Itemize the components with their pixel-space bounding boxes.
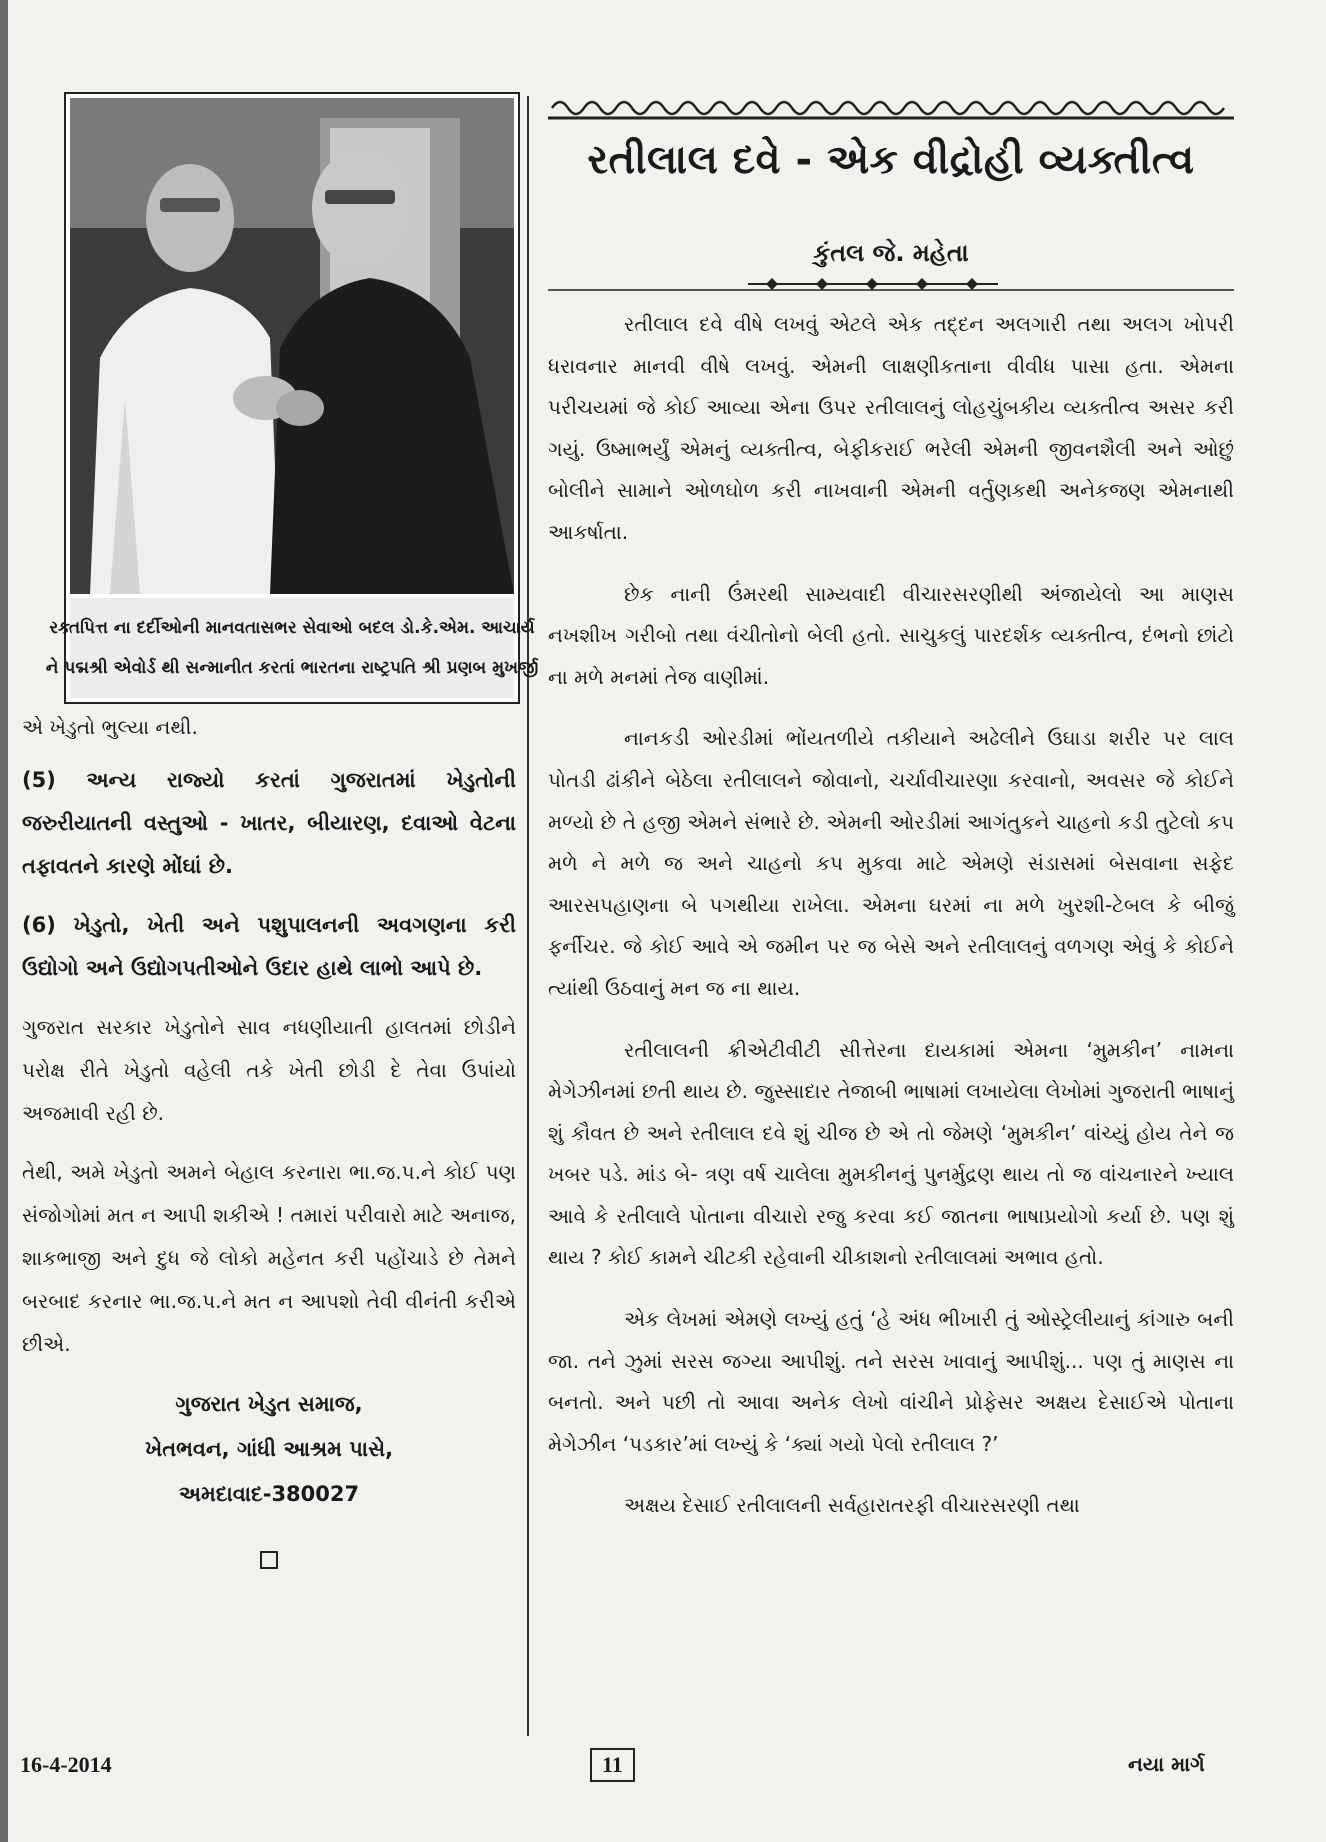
article-author: કુંતલ જે. મહેતા (813, 239, 969, 267)
page-footer (0, 1752, 1326, 1792)
article-body (548, 304, 1234, 1527)
publication-name: નયા માર્ગ (1128, 1752, 1205, 1776)
award-photo-image (70, 98, 514, 594)
article-paragraph-1: રતીલાલ દવે વીષે લખવું એટલે એક તદ્દન અલગારી તથા અલગ ખોપરી ધરાવનાર માનવી વીષે લખવું. એમની લાક્ષણીકતાના વીવીધ પાસા હતા. એમના પરીચયમાં જે કોઈ આવ્યા એના ઉપર રતીલાલનું લોહચુંબકીય વ્યક્તીત્વ અસર કરી ગયું. ઉષ્માભર્યું એમનું વ્યક્તીત્વ, બેફીકરાઈ ભરેલી એમની જીવનશૈલી અને ઓછું બોલીને સામાને ઓળઘોળ કરી નાખવાની એમની વર્તુણકથી અનેકજણ એમનાથી આકર્ષાતા. (548, 312, 1234, 544)
scan-edge (0, 0, 8, 1842)
photo-box (45, 92, 539, 704)
caption-line-2: ને પદ્મશ્રી એવોર્ડ થી સન્માનીત કરતાં ભારતના રાષ્ટ્રપતિ શ્રી પ્રણબ મુખર્જી (45, 658, 539, 678)
article-paragraph-6: અક્ષય દેસાઈ રતીલાલની સર્વહારાતરફી વીચારસરણી તથા (624, 1493, 1080, 1518)
signature-line-2: ખેતભવન, ગાંધી આશ્રમ પાસે, (144, 1437, 394, 1461)
article-paragraph-5: એક લેખમાં એમણે લખ્યું હતું ‘હે અંધ ભીખારી તું ઓસ્ટ્રેલીયાનું કાંગારુ બની જા. તને ઝુમાં સરસ જગ્યા આપીશું. તને સરસ ખાવાનું આપીશું... પણ તું માણસ ના બનતો. અને પછી તો આવા અનેક લેખો વાંચીને પ્રોફેસર અક્ષય દેસાઈએ પોતાના મેગેઝીન ‘પડકાર’માં લખ્યું કે ‘ક્યાં ગયો પેલો રતીલાલ ?’ (548, 1307, 1234, 1456)
ornament-border-top (548, 96, 1234, 124)
photo-caption (45, 598, 539, 698)
article-paragraph-3: નાનકડી ઓરડીમાં ભોંયતળીયે તકીયાને અઢેલીને ઉઘાડા શરીર પર લાલ પોતડી ઢાંકીને બેઠેલા રતીલાલને જોવાનો, ચર્ચાવીચારણા કરવાનો, અવસર જે કોઈને મળ્યો છે તે હજી એમને સંભારે છે. એમની ઓરડીમાં આગંતુકને ચાહનો કડી તુટેલો કપ મળે ને મળે જ અને ચાહનો કપ મુકવા માટે એમણે સંડાસમાં બેસવાના સફેદ આરસપહાણના બે પગથીયા રાખેલા. એમના ઘરમાં ના મળે ખુરશી-ટેબલ કે બીજું ફર્નીચર. જે કોઈ આવે એ જમીન પર જ બેસે અને રતીલાલનું વળગણ એવું કે કોઈને ત્યાંથી ઉઠવાનું મન જ ના થાય. (548, 726, 1234, 1000)
left-column-text (22, 706, 516, 1569)
left-paragraph-4: ગુજરાત સરકાર ખેડુતોને સાવ નધણીયાતી હાલતમાં છોડીને પરોક્ષ રીતે ખેડુતો વહેલી તકે ખેતી છોડી દે તેવા ઉપાંયો અજમાવી રહી છે. (22, 1015, 516, 1125)
signature-line-1: ગુજરાત ખેડુત સમાજ, (175, 1392, 363, 1416)
award-photo (70, 98, 514, 594)
column-divider (527, 96, 529, 1736)
signature-line-3: અમદાવાદ-380027 (178, 1482, 360, 1506)
end-mark-icon (260, 1551, 278, 1569)
caption-line-1: રક્તપિત્ત ના દર્દીઓની માનવતાસભર સેવાઓ બદલ ડો.કે.એમ. આચાર્ય (49, 618, 535, 638)
article-paragraph-2: છેક નાની ઉંમરથી સામ્યવાદી વીચારસરણીથી અંજાયેલો આ માણસ નખશીખ ગરીબો તથા વંચીતોનો બેલી હતો. સાચુકલું પારદર્શક વ્યક્તીત્વ, દંભનો છાંટો ના મળે મનમાં તેજ વાણીમાં. (548, 581, 1234, 689)
ornament-divider (548, 274, 1234, 296)
footer-date: 16-4-2014 (20, 1752, 112, 1777)
signature-block (22, 1382, 516, 1517)
left-paragraph-1: એ ખેડુતો ભુલ્યા નથી. (22, 715, 198, 739)
left-point-6: (6) ખેડુતો, ખેતી અને પશુપાલનની અવગણના કરી ઉદ્યોગો અને ઉદ્યોગપતીઓને ઉદાર હાથે લાભો આપે છે. (22, 913, 516, 980)
article (548, 96, 1234, 1527)
page-number: 11 (590, 1748, 635, 1782)
article-title: રતીલાલ દવે - એક વીદ્રોહી વ્યક્તીત્વ (587, 137, 1195, 183)
left-paragraph-5: તેથી, અમે ખેડુતો અમને બેહાલ કરનારા ભા.જ.પ.ને કોઈ પણ સંજોગોમાં મત ન આપી શકીએ ! તમારાં પરીવારો માટે અનાજ, શાકભાજી અને દુધ જે લોકો મહેનત કરી પહોંચાડે છે તેમને બરબાદ કરનાર ભા.જ.પ.ને મત ન આપશો તેવી વીનંતી કરીએ છીએ. (22, 1160, 516, 1356)
left-point-5: (5) અન્ય રાજ્યો કરતાં ગુજરાતમાં ખેડુતોની જરુરીયાતની વસ્તુઓ - ખાતર, બીયારણ, દવાઓ વેટના તફાવતને કારણે મોંઘાં છે. (22, 768, 516, 878)
article-paragraph-4: રતીલાલની ક્રીએટીવીટી સીત્તેરના દાયકામાં એમના ‘મુમકીન’ નામના મેગેઝીનમાં છતી થાય છે. જુસ્સાદાર તેજાબી ભાષામાં લખાયેલા લેખોમાં ગુજરાતી ભાષાનું શું કૌવત છે અને રતીલાલ દવે શું ચીજ છે એ તો જેમણે ‘મુમકીન’ વાંચ્યું હોય તેને જ ખબર પડે. માંડ બે- ત્રણ વર્ષ ચાલેલા મુમકીનનું પુનર્મુદ્રણ થાય તો જ વાંચનારને ખ્યાલ આવે કે રતીલાલે પોતાના વીચારો રજુ કરવા કઈ જાતના ભાષાપ્રયોગો કર્યા છે. પણ શું થાય ? કોઈ કામને ચીટકી રહેવાની ચીકાશનો રતીલાલમાં અભાવ હતો. (548, 1037, 1234, 1270)
